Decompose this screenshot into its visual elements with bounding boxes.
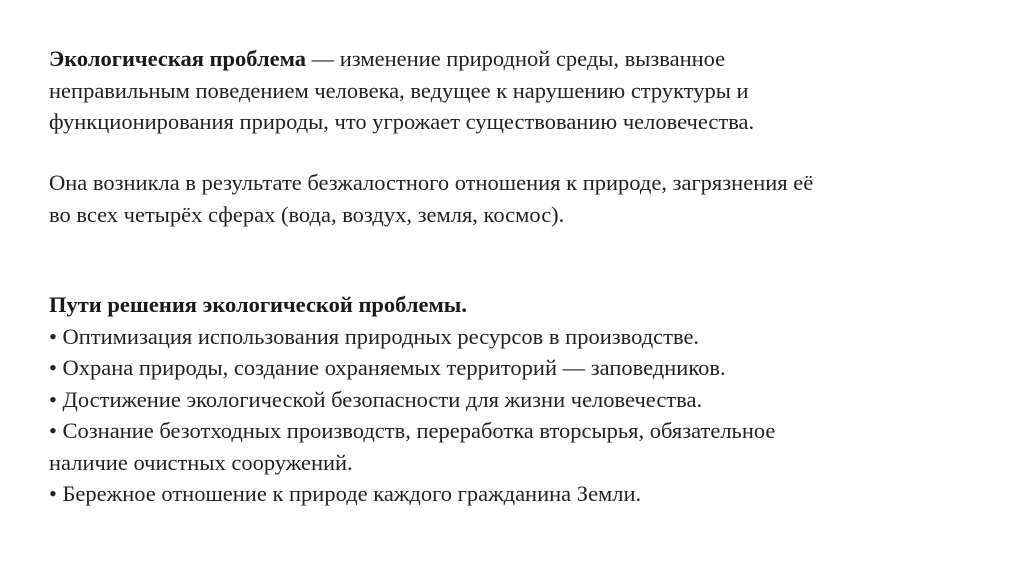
- definition-term: Экологическая проблема: [49, 46, 306, 71]
- origin-line-1: Она возникла в результате безжалостного отношения к природе, загрязнения её: [49, 170, 814, 195]
- solution-item: • Достижение экологической безопасности для жизни человечества.: [49, 386, 703, 412]
- definition-line-1-rest: — изменение природной среды, вызванное: [306, 46, 726, 71]
- solution-item: • Бережное отношение к природе каждого гражданина Земли.: [49, 481, 642, 506]
- origin-line-2: во всех четырёх сферах (вода, воздух, земля, космос).: [49, 201, 565, 227]
- solution-item: • Охрана природы, создание охраняемых территорий — заповедников.: [49, 355, 726, 380]
- solution-item-continuation: наличие очистных сооружений.: [49, 449, 353, 475]
- definition-line-1: [49, 43, 949, 75]
- definition-line-2: неправильным поведением человека, ведущее к нарушению структуры и: [49, 77, 749, 103]
- definition-line-3: функционирования природы, что угрожает существованию человечества.: [49, 109, 755, 134]
- solutions-section: [49, 289, 949, 510]
- solutions-heading: Пути решения экологической проблемы.: [49, 292, 467, 317]
- origin-paragraph: [49, 167, 949, 230]
- definition-paragraph: [49, 43, 949, 138]
- solution-item: • Сознание безотходных производств, переработка вторсырья, обязательное: [49, 418, 776, 443]
- solution-item: • Оптимизация использования природных ресурсов в производстве.: [49, 323, 700, 349]
